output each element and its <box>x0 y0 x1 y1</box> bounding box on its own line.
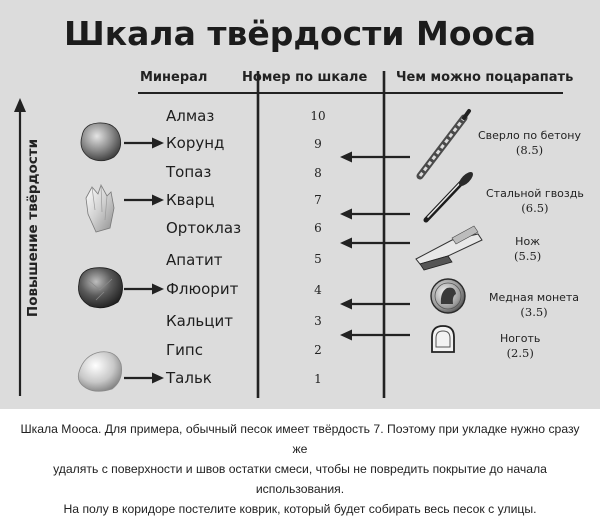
tool-arrow-coin <box>340 299 410 310</box>
scale-number-text: 9 <box>314 137 322 151</box>
mineral-name: Алмаз <box>166 107 215 125</box>
sample-arrow-fluorite <box>124 284 164 295</box>
nail-icon <box>426 170 475 220</box>
caption-line: удалять с поверхности и швов остатки смеси, чтобы не повредить покрытие до начала использования. <box>53 462 547 496</box>
mineral-name: Топаз <box>166 163 212 181</box>
column-header-scale-number: Номер по шкале <box>242 70 368 85</box>
tool-hardness: (6.5) <box>521 201 549 215</box>
quartz-crystal-icon <box>86 185 114 232</box>
tool-hardness: (5.5) <box>514 249 542 263</box>
scale-number-text: 8 <box>314 166 322 180</box>
mineral-name: Флюорит <box>166 280 239 298</box>
tool-hardness: (2.5) <box>506 346 534 360</box>
caption <box>0 409 600 516</box>
mineral-name: Кальцит <box>166 312 233 330</box>
fingernail-icon <box>432 326 454 352</box>
scale-number-text: 3 <box>314 314 322 328</box>
scale-number-text: 1 <box>314 372 322 386</box>
tool-name: Нож <box>515 235 541 248</box>
column-header-mineral: Минерал <box>140 70 208 85</box>
knife-icon <box>416 226 482 270</box>
caption-line: На полу в коридоре постелите коврик, который будет собирать весь песок с улицы. <box>63 502 537 516</box>
diagram-title: Шкала твёрдости Мооса <box>63 14 536 53</box>
tool-name: Медная монета <box>489 291 580 304</box>
column-header-scratch-tool: Чем можно поцарапать <box>396 70 574 85</box>
tool-label-nail <box>486 186 584 216</box>
scale-number-text: 7 <box>314 193 322 207</box>
caption-line: Шкала Мооса. Для примера, обычный песок имеет твёрдость 7. Поэтому при укладке нужно сразу же <box>20 422 580 456</box>
tool-name: Ноготь <box>500 332 541 345</box>
scale-number-text: 2 <box>314 343 322 357</box>
sample-arrow-talc <box>124 373 164 384</box>
tool-label-coin <box>489 290 579 320</box>
scale-number-text: 10 <box>310 109 326 123</box>
scale-number-text: 5 <box>314 252 322 266</box>
sample-arrow-quartz <box>124 195 164 206</box>
tool-arrow-fingernail <box>340 330 410 341</box>
mineral-name: Ортоклаз <box>166 219 242 237</box>
mineral-name: Корунд <box>166 134 225 152</box>
tool-hardness: (8.5) <box>515 143 544 157</box>
scale-number-text: 4 <box>314 283 322 297</box>
mineral-name: Апатит <box>166 251 223 269</box>
mineral-name: Тальк <box>166 369 212 387</box>
tool-label-knife <box>514 234 541 264</box>
scale-number-text: 6 <box>314 221 322 235</box>
tool-arrow-nail <box>340 209 410 220</box>
hardness-axis-label: Повышение твёрдости <box>25 138 41 318</box>
tool-label-fingernail <box>500 331 540 361</box>
tool-arrow-knife <box>340 238 410 249</box>
fluorite-rock-icon <box>78 268 122 308</box>
corundum-rock-icon <box>81 123 121 161</box>
coin-icon <box>431 279 465 313</box>
drill-bit-icon <box>420 111 469 176</box>
talc-rock-icon <box>78 352 121 392</box>
tool-hardness: (3.5) <box>520 305 548 319</box>
mineral-name: Кварц <box>166 191 215 209</box>
tool-arrow-drill <box>340 152 410 163</box>
tool-label-drill <box>478 128 581 158</box>
tool-name: Стальной гвоздь <box>486 187 584 200</box>
sample-arrow-corundum <box>124 138 164 149</box>
mineral-name: Гипс <box>166 341 203 359</box>
tool-name: Сверло по бетону <box>478 129 581 142</box>
